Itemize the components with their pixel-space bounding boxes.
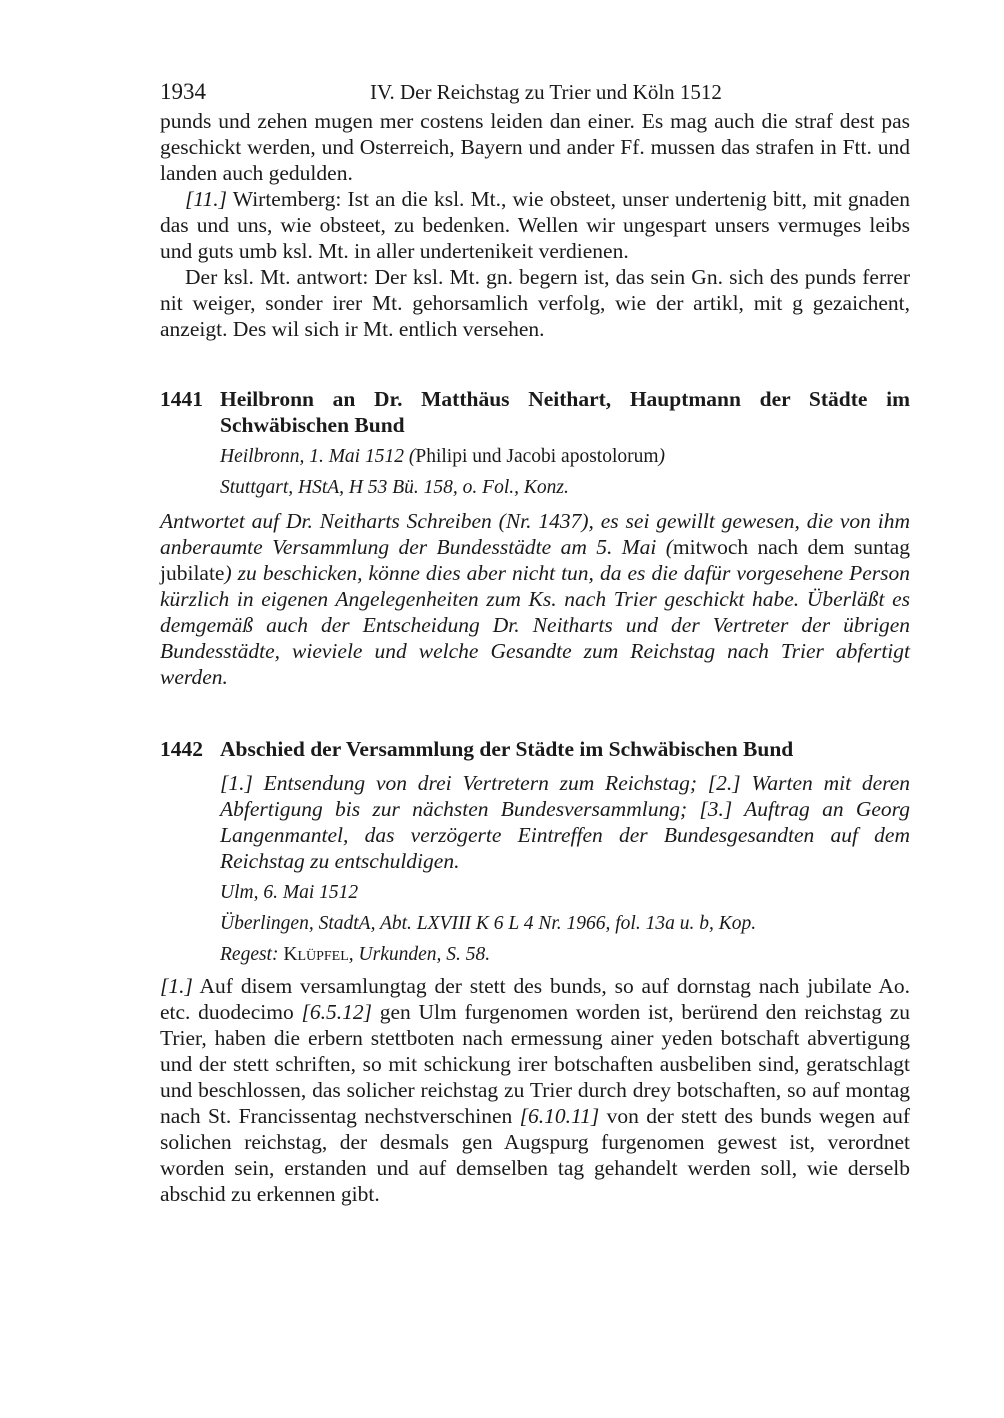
entry-number: 1442 — [160, 737, 203, 761]
running-title: IV. Der Reichstag zu Trier und Köln 1512 — [370, 80, 722, 104]
body-text-b: ) zu beschicken, könne dies aber nicht tun, da es die dafür vorgesehene Person kürzlich in eigenen Angelegenheiten zum Ks. nach Trier geschickt habe. Überläßt es demgemäß auch der Entscheidung Dr. Neitharts und der Vertreter der übrigen Bundesstädte, wieviele und welche Gesandte zum Reichstag nach Trier abfertigt werden. — [160, 561, 910, 689]
date-close: ) — [658, 446, 666, 467]
entry-heading — [160, 736, 910, 762]
entry-1441 — [160, 386, 910, 690]
entry-body — [160, 508, 910, 690]
entry-1442 — [160, 736, 910, 1207]
date-feast: Philipi und Jacobi apostolorum — [415, 446, 659, 467]
entry-regest — [220, 943, 910, 967]
entry-title: Heilbronn an Dr. Matthäus Neithart, Hauptmann der Städte im Schwäbischen Bund — [220, 387, 910, 437]
running-head — [160, 76, 910, 108]
body-text-a: Antwortet auf Dr. Neitharts Schreiben (Nr. 1437), es sei gewillt gewesen, die von ihm anberaumte Versammlung der Bundesstädte am 5. Mai ( — [160, 509, 910, 559]
regest-label: Regest: — [220, 944, 279, 965]
date-text: Heilbronn, 1. Mai 1512 ( — [220, 446, 416, 467]
page-number: 1934 — [160, 79, 206, 104]
section-marker: [1.] — [160, 974, 193, 998]
intro-paragraph-3: Der ksl. Mt. antwort: Der ksl. Mt. gn. begern ist, das sein Gn. sich des punds ferrer nit weiger, sonder irer Mt. gehorsamlich verfolg, wie der artikl, mit g gezaichent, anzeigt. Des wil sich ir Mt. entlich versehen. — [160, 265, 910, 341]
body-text-b: gen Ulm furgenomen worden ist, berürend den reichstag zu Trier, haben die erbern stettboten nach ermessung ainer yeden botschaft abvertigung und der stett schriften, so mit schickung irer botschaften ausbeliben sind, geratschlagt und beschlossen, das solicher reichstag zu Trier durch drey botschaften, so auf montag nach St. Francissentag nechstverschinen — [160, 1000, 911, 1128]
entry-heading — [160, 386, 910, 438]
editorial-date-2: [6.10.11] — [519, 1104, 600, 1128]
intro-paragraph-2 — [160, 186, 910, 264]
entry-source: Stuttgart, HStA, H 53 Bü. 158, o. Fol., Konz. — [220, 477, 569, 498]
entry-source: Überlingen, StadtA, Abt. LXVIII K 6 L 4 Nr. 1966, fol. 13a u. b, Kop. — [220, 913, 757, 934]
entry-number: 1441 — [160, 387, 203, 411]
regest-reference: , Urkunden, S. 58. — [348, 944, 491, 965]
editorial-date-1: [6.5.12] — [301, 1000, 372, 1024]
entry-body — [160, 973, 910, 1207]
entry-summary: [1.] Entsendung von drei Vertretern zum Reichstag; [2.] Warten mit deren Abfertigung bis zur nächsten Bundesversammlung; [3.] Auftrag an Georg Langenmantel, das verzögerte Eintreffen der Bundesgesandten auf dem Reichstag zu entschuldigen. — [220, 771, 910, 873]
intro-paragraph-2-text: Wirtemberg: Ist an die ksl. Mt., wie obsteet, unser undertenig bitt, mit gnaden das und uns, wie obsteet, zu bedenken. Wellen wir ungespart unsers vermuges leibs und guts umb ksl. Mt. in aller undertenikeit verdienen. — [160, 187, 910, 263]
section-marker: [11.] — [185, 187, 228, 211]
body-text-a: Auf disem versamlungtag der stett des bunds, so auf dornstag nach jubilate Ao. etc. duodecimo — [160, 974, 910, 1024]
body-quote: mitwoch nach dem suntag jubilate — [160, 535, 910, 585]
regest-author: Klüpfel — [283, 944, 349, 965]
document-page — [160, 76, 910, 1207]
intro-paragraph-1: punds und zehen mugen mer costens leiden dan einer. Es mag auch die straf dest pas geschickt werden, und Osterreich, Bayern und ander Ff. mussen das strafen in Ftt. und landen auch gedulden. — [160, 109, 910, 185]
entry-date — [220, 445, 910, 469]
entry-title: Abschied der Versammlung der Städte im Schwäbischen Bund — [220, 737, 794, 761]
body-text-c: von der stett des bunds wegen auf solichen reichstag, der desmals gen Augspurg furgenomen gewest ist, verordnet worden sein, erstanden und auf demselben tag gehandelt werden soll, wie derselb abschid zu erkennen gibt. — [160, 1104, 911, 1206]
entry-date: Ulm, 6. Mai 1512 — [220, 882, 359, 903]
